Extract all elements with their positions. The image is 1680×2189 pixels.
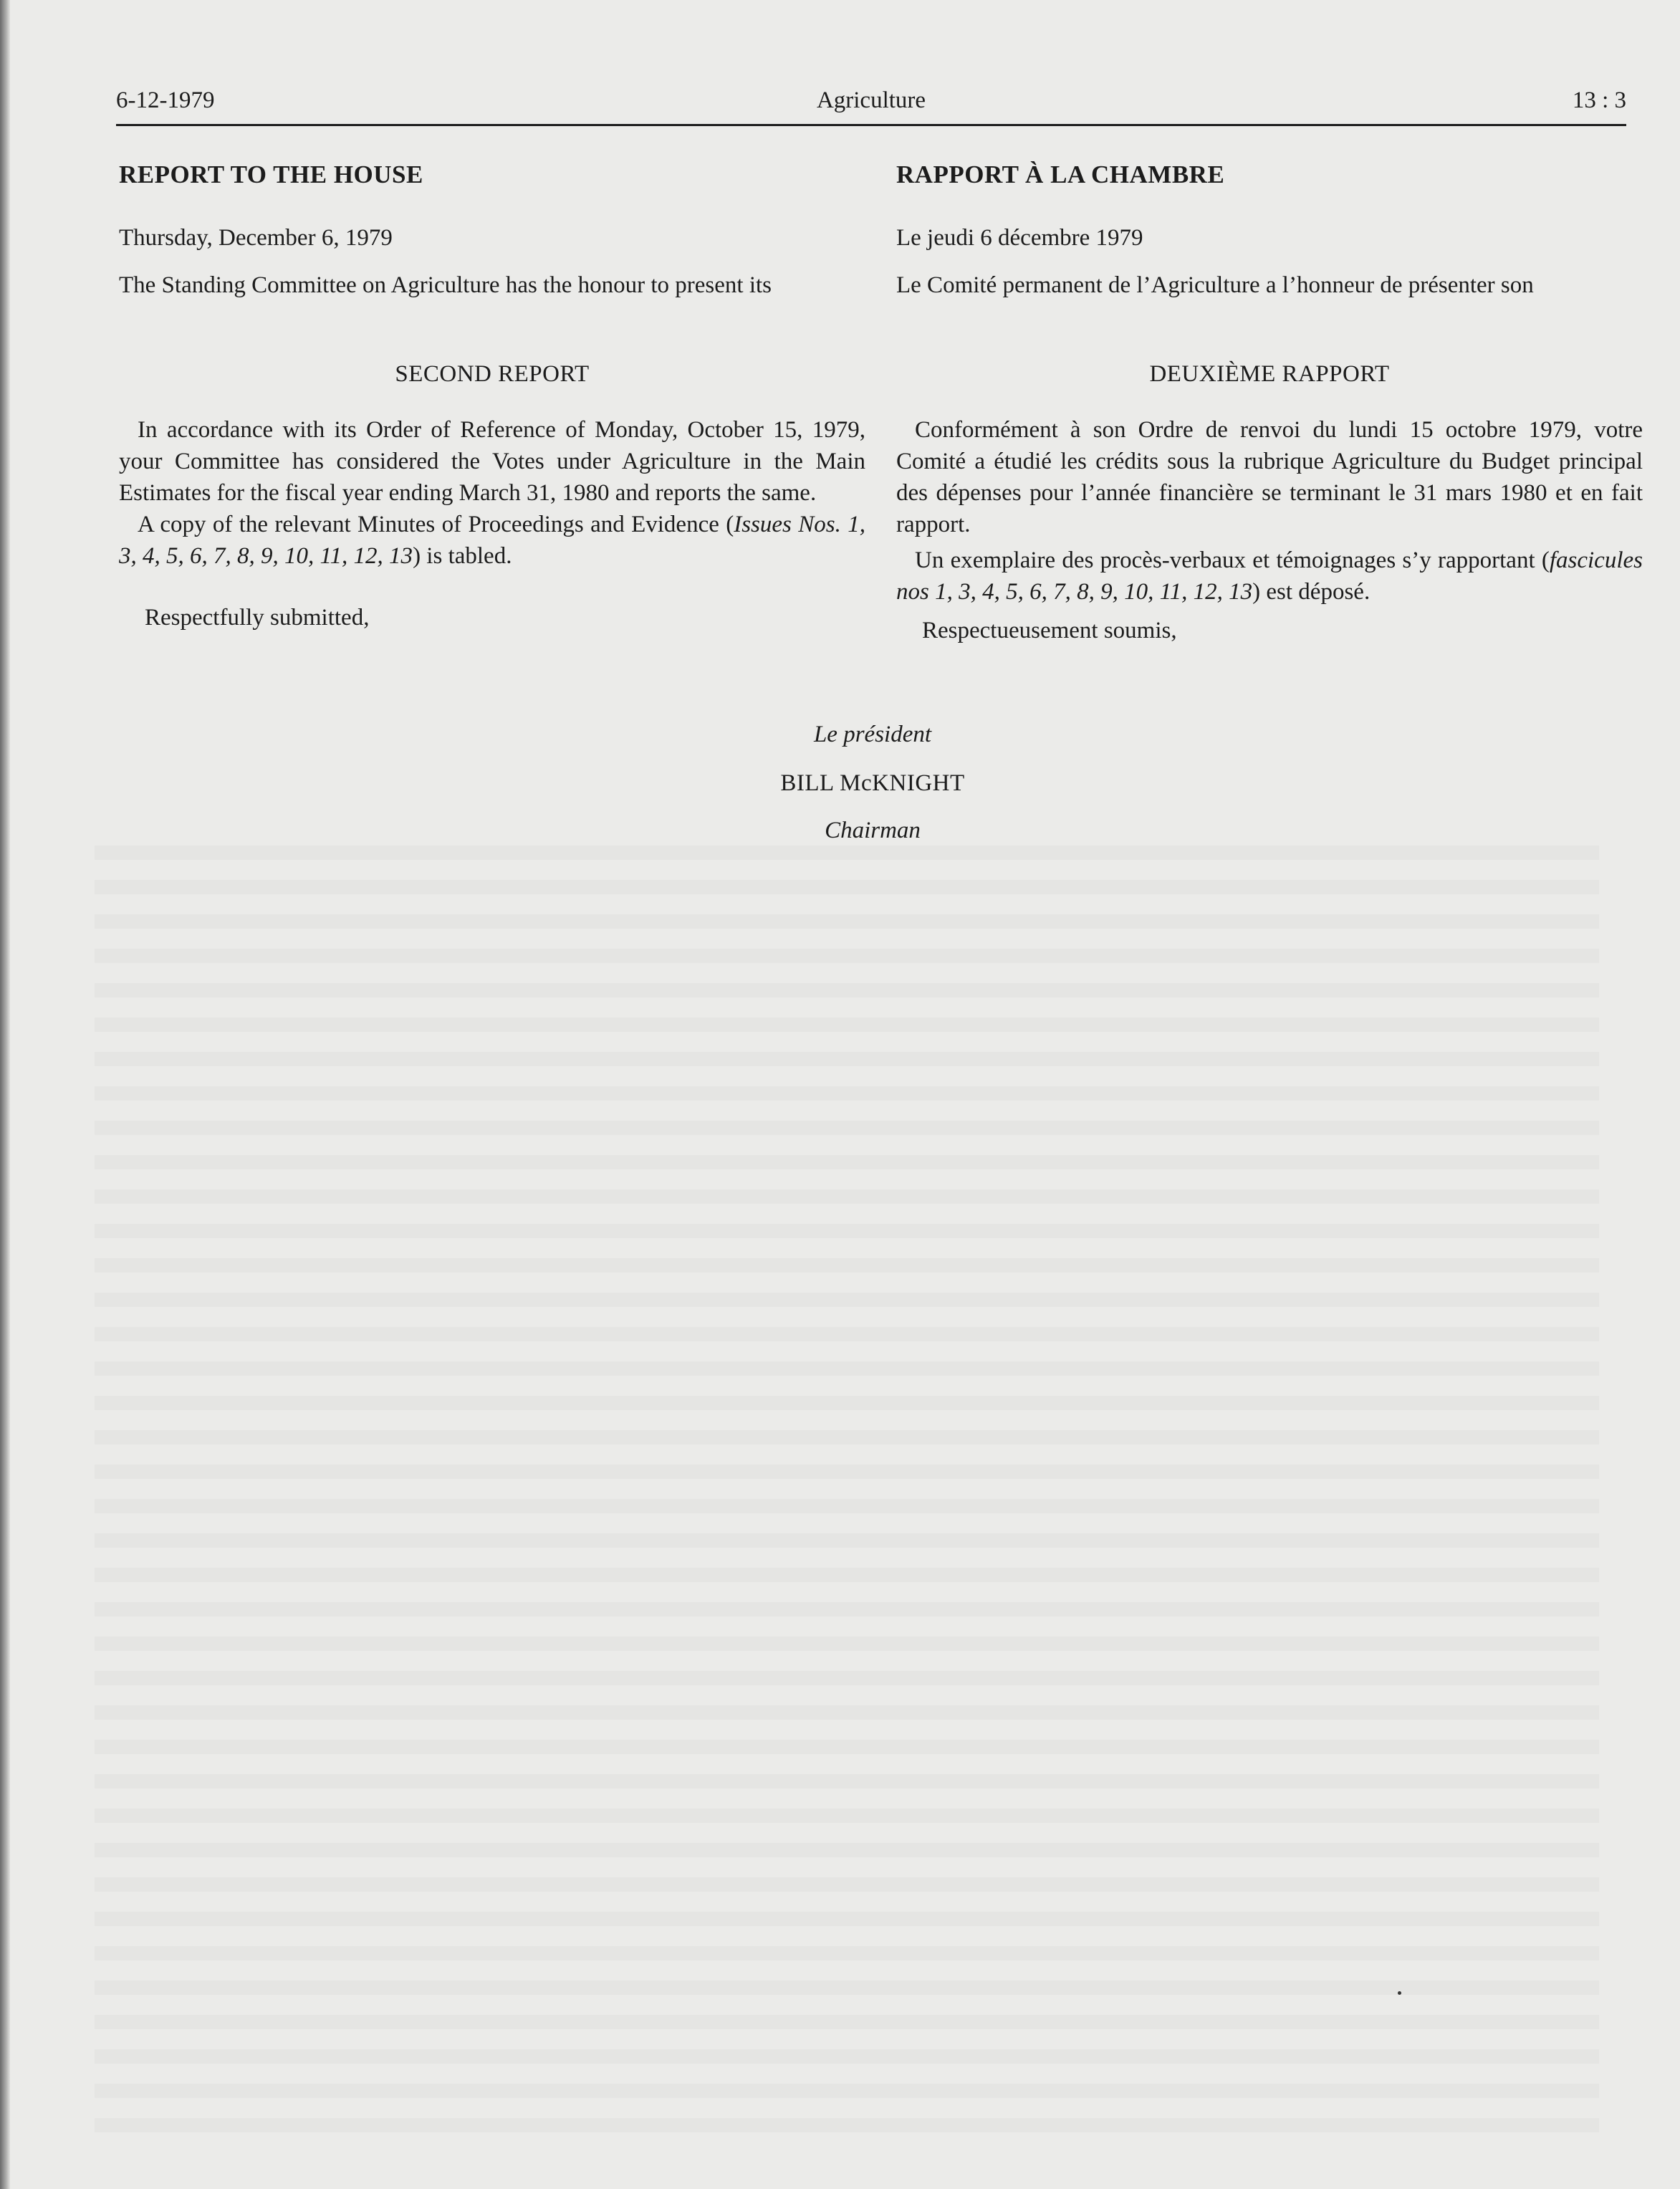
english-section-title: REPORT TO THE HOUSE (119, 161, 423, 188)
signature-title-french: Le président (813, 722, 932, 747)
french-paragraph-2-suffix: ) est déposé. (1252, 579, 1371, 605)
bleed-through-texture (95, 846, 1599, 2135)
english-closing: Respectfully submitted, (145, 605, 370, 631)
running-header (116, 87, 1626, 125)
english-paragraph-2-issues: Issues Nos. 1, 3, 4, 5, 6, 7, 8, 9, 10, 11, 12, 13 (119, 512, 865, 569)
header-page-number: 13 : 3 (1572, 87, 1626, 113)
english-intro: The Standing Committee on Agriculture has the honour to present its (119, 272, 772, 298)
stray-mark (1398, 1991, 1401, 1995)
french-date: Le jeudi 6 décembre 1979 (896, 225, 1143, 251)
french-section-title: RAPPORT À LA CHAMBRE (896, 161, 1225, 188)
signature-name: BILL McKNIGHT (780, 770, 965, 796)
english-report-heading: SECOND REPORT (395, 361, 590, 387)
french-paragraph-2 (896, 545, 1643, 608)
french-paragraph-2-prefix: Un exemplaire des procès-verbaux et témoignages s’y rapportant ( (915, 547, 1550, 573)
header-title: Agriculture (816, 87, 926, 113)
signature-title-english: Chairman (825, 818, 921, 843)
english-column (119, 159, 865, 633)
header-date: 6-12-1979 (116, 87, 215, 113)
french-paragraph-2-issues: fascicules nos 1, 3, 4, 5, 6, 7, 8, 9, 10, 11, 12, 13 (896, 547, 1643, 605)
french-paragraph-1: Conformément à son Ordre de renvoi du lundi 15 octobre 1979, votre Comité a étudié les crédits sous la rubrique Agriculture du Budget principal des dépenses pour l’année financière se terminant le 31 mars 1980 et en fait rapport. (896, 417, 1643, 537)
english-paragraph-1: In accordance with its Order of Reference of Monday, October 15, 1979, your Committee has considered the Votes under Agriculture in the Main Estimates for the fiscal year ending March 31, 1980 and reports the same. (119, 417, 865, 506)
english-date: Thursday, December 6, 1979 (119, 225, 393, 251)
header-rule (116, 124, 1626, 126)
english-paragraph-2-suffix: ) is tabled. (413, 543, 512, 569)
french-report-heading: DEUXIÈME RAPPORT (1149, 361, 1390, 387)
page-binding-edge (0, 0, 10, 2189)
french-column (896, 159, 1643, 646)
english-paragraph-2 (119, 509, 865, 572)
french-closing: Respectueusement soumis, (922, 618, 1177, 643)
french-intro: Le Comité permanent de l’Agriculture a l’honneur de présenter son (896, 272, 1534, 298)
english-paragraph-2-prefix: A copy of the relevant Minutes of Proceedings and Evidence ( (138, 512, 734, 537)
